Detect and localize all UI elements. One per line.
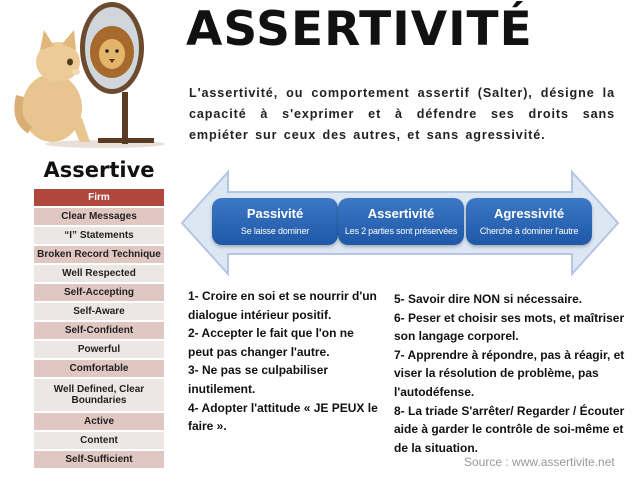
assertivite-title: Assertivité — [367, 206, 435, 221]
source-credit: Source : www.assertivite.net — [464, 455, 615, 469]
list-item: Firm — [34, 189, 164, 206]
assertivite-box — [338, 198, 464, 245]
steps-left-column — [188, 287, 378, 436]
step-item: 2- Accepter le fait que l'on ne peut pas changer l'autre. — [188, 326, 354, 359]
list-item: Self-Accepting — [34, 284, 164, 301]
intro-paragraph: L'assertivité, ou comportement assertif (Salter), désigne la capacité à s'exprimer et à défendre ses droits sans empiéter sur ceux des autres, et sans agressivité. — [189, 86, 615, 142]
assertivite-subtitle: Les 2 parties sont préservées — [344, 226, 458, 236]
step-item: 6- Peser et choisir ses mots, et maîtriser son langage corporel. — [394, 310, 625, 344]
list-item: Broken Record Technique — [34, 246, 164, 263]
list-item: Self-Sufficient — [34, 451, 164, 468]
step-item: 4- Adopter l'attitude « JE PEUX le faire ». — [188, 400, 378, 434]
list-item: Active — [34, 413, 164, 430]
cat-mirror-lion-illustration — [0, 0, 180, 148]
list-item: Powerful — [34, 341, 164, 358]
passivite-title: Passivité — [246, 206, 304, 221]
list-item: Well Respected — [34, 265, 164, 282]
passivite-box — [212, 198, 338, 245]
assertive-list-heading: Assertive — [43, 158, 155, 182]
list-item: Comfortable — [34, 360, 164, 377]
list-item: Content — [34, 432, 164, 449]
page-title: ASSERTIVITÉ — [186, 2, 533, 57]
step-item: 1- Croire en soi et se nourrir d'un dialogue intérieur positif. — [188, 289, 377, 322]
steps-right-column — [394, 290, 626, 457]
list-item: Well Defined, Clear Boundaries — [34, 379, 164, 411]
assertive-traits-list — [34, 153, 164, 468]
agressivite-title: Agressivité — [493, 206, 565, 221]
step-item: 7- Apprendre à répondre, pas à réagir, et viser la résolution de problème, pas l'autodéfense. — [394, 347, 625, 399]
list-item: “I” Statements — [34, 227, 164, 244]
passivite-subtitle: Se laisse dominer — [240, 226, 310, 236]
agressivite-subtitle: Cherche à dominer l'autre — [479, 226, 579, 236]
agressivite-box — [466, 198, 592, 245]
step-item: 3- Ne pas se culpabiliser inutilement. — [188, 363, 329, 396]
step-item: 8- La triade S'arrêter/ Regarder / Écouter aide à garder le contrôle de soi-même et de la situation. — [394, 403, 625, 455]
step-item: 5- Savoir dire NON si nécessaire. — [394, 292, 583, 306]
list-item: Self-Aware — [34, 303, 164, 320]
list-item: Self-Confident — [34, 322, 164, 339]
list-item: Clear Messages — [34, 208, 164, 225]
